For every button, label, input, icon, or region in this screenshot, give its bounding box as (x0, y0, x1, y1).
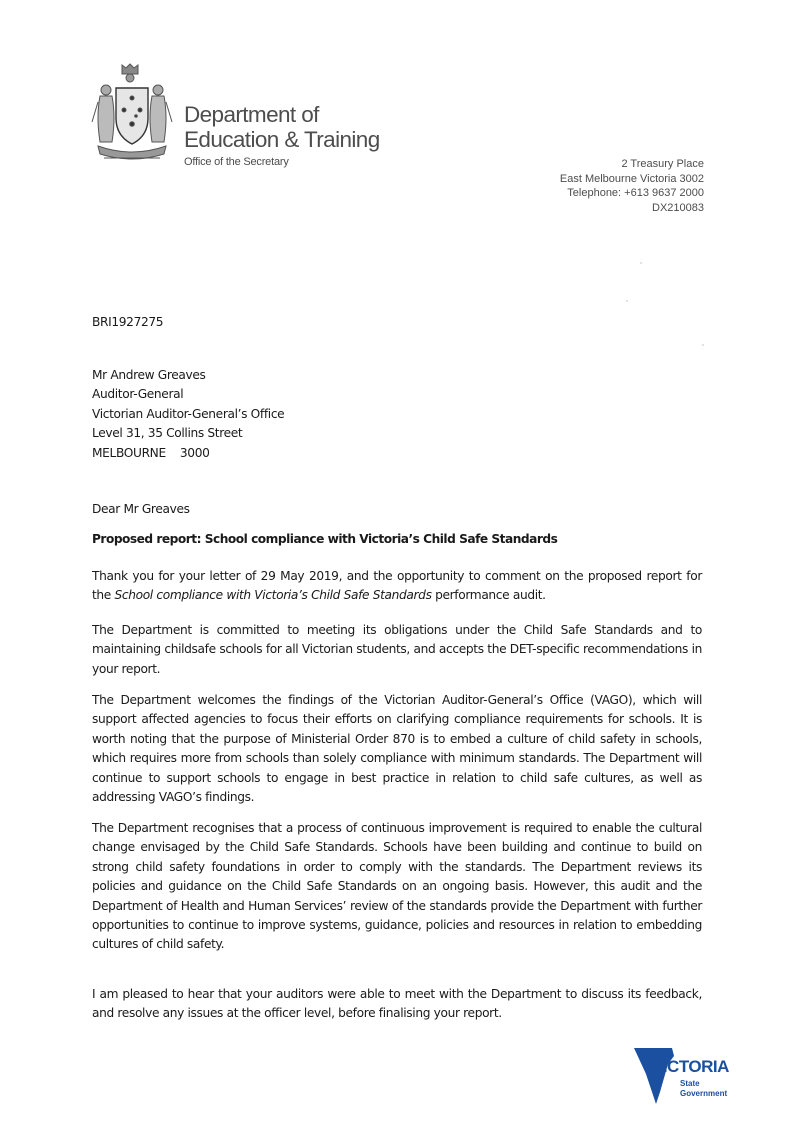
paragraph-5: I am pleased to hear that your auditors were able to meet with the Department to discuss its feedback, and resolve any issues at the officer level, before finalising your report. (92, 987, 702, 1021)
paragraph-1-start: Thank you for your letter of 29 May 2019, and the opportunity to comment on the proposed report for the (92, 569, 702, 603)
address-line: 2 Treasury Place (621, 158, 704, 170)
victoria-state-government-logo (632, 1042, 738, 1112)
address-line: East Melbourne Victoria 3002 (559, 172, 704, 185)
scan-speck (626, 300, 628, 302)
paragraph-1-end: performance audit. (431, 588, 546, 603)
address-telephone: Telephone: +613 9637 2000 (567, 187, 704, 200)
victoria-state-label: State (680, 1079, 700, 1088)
department-name (184, 102, 380, 152)
sender-address (560, 157, 704, 215)
paragraph-4: The Department recognises that a process of continuous improvement is required to enable the cultural change envisaged by the Child Safe Standards. Schools have been building and continue to build on strong child safety foundations in order to comply with the standards. The Department reviews its policies and guidance on the Child Safe Standards on an ongoing basis. However, this audit and the Department of Health and Human Services’ review of the standards provide the Department with further opportunities to continue to improve systems, guidance, policies and resources in relation to embedding cultures of child safety. (92, 821, 702, 952)
victoria-government-label: Government (680, 1089, 728, 1098)
department-name-line1: Department of (184, 102, 319, 127)
recipient-street: Level 31, 35 Collins Street (92, 426, 243, 441)
recipient-name: Mr Andrew Greaves (92, 368, 206, 382)
subject-line: Proposed report: School compliance with Victoria’s Child Safe Standards (92, 532, 558, 546)
department-name-line2: Education & Training (184, 127, 380, 152)
paragraph-3: The Department welcomes the findings of the Victorian Auditor-General’s Office (VAGO), which will support affected agencies to focus their efforts on clarifying compliance requirements for schools. It is worth noting that the purpose of Ministerial Order 870 is to embed a culture of child safety in schools, which requires more from schools than solely compliance with minimum standards. The Department will continue to support schools to engage in best practice in relation to child safe cultures, as well as addressing VAGO’s findings. (92, 693, 702, 805)
scan-speck (640, 262, 642, 264)
salutation: Dear Mr Greaves (92, 502, 190, 516)
recipient-address (92, 366, 702, 463)
office-name: Office of the Secretary (184, 156, 289, 168)
paragraph-1 (92, 567, 702, 606)
recipient-title: Auditor-General (92, 387, 184, 402)
scan-speck (702, 344, 704, 346)
paragraph-2: The Department is committed to meeting its obligations under the Child Safe Standards and to maintaining childsafe schools for all Victorian students, and accepts the DET-specific recommendations in your report. (92, 623, 702, 676)
address-dx: DX210083 (652, 201, 704, 214)
recipient-city: MELBOURNE 3000 (92, 445, 210, 460)
coat-of-arms-icon (90, 62, 174, 168)
victoria-wordmark: VICTORIA (652, 1057, 729, 1076)
audit-title: School compliance with Victoria’s Child Safe Standards (114, 588, 432, 603)
recipient-organisation: Victorian Auditor-General’s Office (92, 406, 285, 421)
reference-number: BRI1927275 (92, 315, 164, 329)
